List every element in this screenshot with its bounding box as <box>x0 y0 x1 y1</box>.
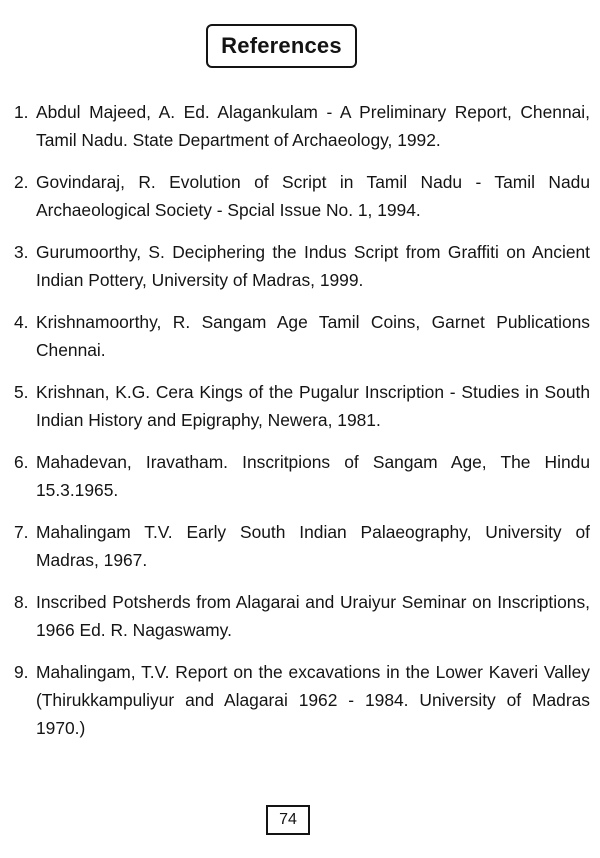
reference-item <box>14 658 590 742</box>
reference-text: Inscribed Potsherds from Alagarai and Uraiyur Seminar on Inscriptions, 1966 Ed. R. Nagaswamy. <box>36 592 590 640</box>
reference-text: Mahadevan, Iravatham. Inscritpions of Sangam Age, The Hindu 15.3.1965. <box>36 452 590 500</box>
reference-text: Mahalingam T.V. Early South Indian Palaeography, University of Madras, 1967. <box>36 522 590 570</box>
page-title: References <box>221 33 342 58</box>
reference-number: 4. <box>14 312 29 332</box>
reference-number: 7. <box>14 522 29 542</box>
reference-number: 2. <box>14 172 29 192</box>
reference-item <box>14 308 590 364</box>
reference-list <box>14 98 590 756</box>
reference-number: 3. <box>14 242 29 262</box>
reference-number: 5. <box>14 382 29 402</box>
reference-text: Abdul Majeed, A. Ed. Alagankulam - A Preliminary Report, Chennai, Tamil Nadu. State Department of Archaeology, 1992. <box>36 102 590 150</box>
page-number: 74 <box>279 811 297 828</box>
reference-text: Mahalingam, T.V. Report on the excavations in the Lower Kaveri Valley (Thirukkampuliyur and Alagarai 1962 - 1984. University of Madras 1970.) <box>36 662 590 738</box>
reference-item <box>14 588 590 644</box>
reference-number: 8. <box>14 592 29 612</box>
reference-number: 1. <box>14 102 29 122</box>
reference-text: Govindaraj, R. Evolution of Script in Tamil Nadu - Tamil Nadu Archaeological Society - Spcial Issue No. 1, 1994. <box>36 172 590 220</box>
reference-text: Gurumoorthy, S. Deciphering the Indus Script from Graffiti on Ancient Indian Pottery, University of Madras, 1999. <box>36 242 590 290</box>
reference-item <box>14 518 590 574</box>
reference-text: Krishnan, K.G. Cera Kings of the Pugalur Inscription - Studies in South Indian History and Epigraphy, Newera, 1981. <box>36 382 590 430</box>
reference-item <box>14 168 590 224</box>
reference-text: Krishnamoorthy, R. Sangam Age Tamil Coins, Garnet Publications Chennai. <box>36 312 590 360</box>
reference-item <box>14 448 590 504</box>
reference-item <box>14 378 590 434</box>
reference-number: 6. <box>14 452 29 472</box>
reference-item <box>14 238 590 294</box>
page-number-box <box>266 805 310 835</box>
reference-number: 9. <box>14 662 29 682</box>
reference-item <box>14 98 590 154</box>
page-title-box <box>206 24 357 68</box>
